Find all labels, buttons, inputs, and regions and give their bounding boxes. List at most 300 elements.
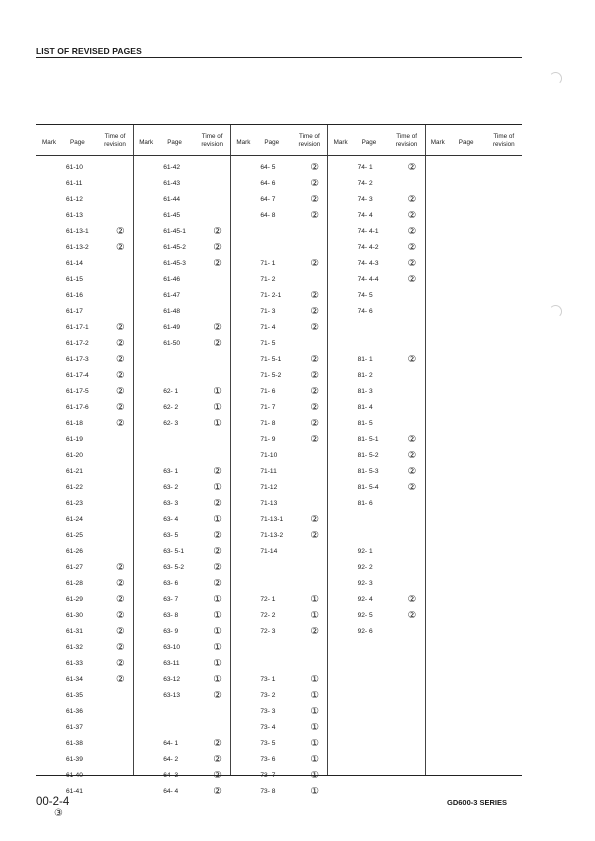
header-mark: Mark: [430, 139, 445, 146]
table-row: [230, 497, 326, 513]
revision-mark: ①: [213, 514, 222, 525]
revision-mark: ②: [310, 258, 319, 269]
table-row: [328, 449, 424, 465]
page-number: 81- 5-4: [357, 484, 379, 491]
page-number: 71- 2: [260, 276, 276, 283]
revision-mark: ②: [310, 418, 319, 429]
table-row: [133, 385, 229, 401]
page-number: 61-31: [66, 628, 83, 635]
page-number: 92- 2: [357, 564, 373, 571]
revision-mark: ②: [407, 594, 417, 605]
table-row: [230, 609, 326, 625]
revision-mark: ②: [310, 530, 319, 541]
revision-mark: ②: [407, 482, 417, 493]
table-row: [36, 449, 132, 465]
table-row: [328, 609, 424, 625]
page-number: 71- 8: [260, 420, 276, 427]
page-number: 73- 4: [260, 724, 276, 731]
table-row: [230, 721, 326, 737]
page-number: 71-13-2: [260, 532, 284, 539]
revision-mark: ②: [116, 578, 125, 589]
page-number: 71- 1: [260, 260, 276, 267]
page-number: 61-45: [163, 212, 181, 219]
table-column: [328, 125, 426, 775]
revision-mark: ②: [407, 242, 417, 253]
header-page: Page: [70, 139, 85, 146]
table-row: [133, 673, 229, 689]
table-row: [328, 305, 424, 321]
table-row: [328, 593, 424, 609]
page-number: 63- 1: [163, 468, 179, 475]
table-row: [133, 401, 229, 417]
page-number: 61-41: [66, 788, 83, 795]
page-number: 73- 3: [260, 708, 276, 715]
page-number: 61-17: [66, 308, 83, 315]
header-page: Page: [458, 139, 474, 146]
page-number: 81- 5-1: [357, 436, 379, 443]
revision-mark: ②: [213, 498, 222, 509]
page-number: 61-12: [66, 196, 83, 203]
table-row: [36, 161, 132, 177]
revision-mark: ①: [310, 610, 319, 621]
page-number: 74- 4-4: [357, 276, 379, 283]
table-row: [133, 289, 229, 305]
revision-mark: ②: [116, 674, 125, 685]
revision-mark: ②: [116, 242, 125, 253]
page-number: 61-14: [66, 260, 83, 267]
page-number: 61-17-4: [66, 372, 89, 379]
page-number: 61-10: [66, 164, 83, 171]
page-number: 74- 1: [357, 164, 373, 171]
revision-mark: ②: [310, 370, 319, 381]
table-row: [133, 513, 229, 529]
revision-mark: ②: [310, 514, 319, 525]
revision-mark: ②: [213, 226, 222, 237]
revision-mark: ②: [407, 162, 417, 173]
revision-mark: ②: [310, 210, 319, 221]
header-time-of-revision: Time of revision: [201, 133, 224, 148]
revision-mark: ②: [407, 274, 417, 285]
revision-mark: ②: [213, 338, 222, 349]
page-number: 61-15: [66, 276, 83, 283]
page-number: 61-29: [66, 596, 83, 603]
page-number: 71- 3: [260, 308, 276, 315]
revision-mark: ②: [116, 658, 125, 669]
revision-mark: ①: [213, 402, 222, 413]
page-number: 61-33: [66, 660, 83, 667]
revision-mark: ②: [213, 562, 222, 573]
table-row: [230, 465, 326, 481]
page-number: 61-45-1: [163, 228, 186, 235]
table-row: [230, 401, 326, 417]
header-page: Page: [264, 139, 280, 146]
table-row: [36, 417, 132, 433]
page-number: 71- 5-2: [260, 372, 282, 379]
revision-mark: ②: [213, 466, 222, 477]
table-row: [133, 545, 229, 561]
table-row: [133, 641, 229, 657]
table-row: [36, 177, 132, 193]
page-number: 64- 4: [163, 788, 179, 795]
page-number: 61-43: [163, 180, 181, 187]
column-header: [230, 125, 327, 156]
page-number: 81- 6: [357, 500, 373, 507]
revision-mark: ②: [213, 738, 222, 749]
revision-mark: ②: [116, 226, 125, 237]
revision-mark: ①: [213, 674, 222, 685]
table-row: [36, 689, 132, 705]
page-number: 61-24: [66, 516, 83, 523]
revision-mark: ①: [213, 594, 222, 605]
table-row: [230, 289, 326, 305]
page-number: 61-50: [163, 340, 181, 347]
page-number: 64- 5: [260, 164, 276, 171]
table-row: [36, 769, 132, 785]
table-row: [230, 545, 326, 561]
table-column: [133, 125, 231, 797]
binder-hole-mark: [549, 72, 562, 85]
page-number: 81- 5-2: [357, 452, 379, 459]
table-row: [133, 177, 229, 193]
table-row: [36, 737, 132, 753]
revision-mark: ①: [213, 482, 222, 493]
page-number: 62- 3: [163, 420, 179, 427]
page-number: 63- 5-1: [163, 548, 185, 555]
page-number: 61-40: [66, 772, 83, 779]
revision-mark: ②: [213, 546, 222, 557]
revision-mark: ①: [310, 738, 319, 749]
table-row: [230, 529, 326, 545]
page-number: 74- 4: [357, 212, 373, 219]
table-row: [133, 305, 229, 321]
page-number: 61-25: [66, 532, 83, 539]
table-row: [36, 481, 132, 497]
table-row: [133, 689, 229, 705]
revision-mark: ①: [310, 722, 319, 733]
table-row: [230, 321, 326, 337]
page-number: 61-46: [163, 276, 181, 283]
table-row: [230, 209, 326, 225]
column-header: [425, 125, 522, 156]
table-column: [36, 125, 134, 795]
header-time-of-revision: Time of revision: [298, 133, 321, 148]
table-row: [230, 737, 326, 753]
revision-mark: ②: [310, 402, 319, 413]
table-row: [133, 625, 229, 641]
table-row: [230, 193, 326, 209]
page-number: 61-13-2: [66, 244, 89, 251]
page-number: 71- 5: [260, 340, 276, 347]
page-number: 63-10: [163, 644, 181, 651]
table-row: [230, 337, 326, 353]
revision-mark: ②: [116, 594, 125, 605]
page-number: 61-44: [163, 196, 181, 203]
table-row: [230, 481, 326, 497]
table-row: [328, 497, 424, 513]
revision-mark: ①: [213, 418, 222, 429]
column-header: [36, 125, 133, 156]
table-row: [230, 257, 326, 273]
page-number: 63-11: [163, 660, 180, 667]
page-number: 73- 2: [260, 692, 276, 699]
page-number: 72- 1: [260, 596, 276, 603]
page-number: 61-34: [66, 676, 83, 683]
table-row: [36, 593, 132, 609]
page-number: 64- 8: [260, 212, 276, 219]
revision-mark: ①: [310, 706, 319, 717]
page-number: 61-32: [66, 644, 83, 651]
page-number: 81- 3: [357, 388, 373, 395]
table-row: [328, 625, 424, 641]
page-number: 73- 6: [260, 756, 276, 763]
revision-mark: ②: [310, 386, 319, 397]
page-number: 71-13: [260, 500, 278, 507]
revision-mark: ①: [310, 690, 319, 701]
table-row: [36, 465, 132, 481]
page-number: 71- 9: [260, 436, 276, 443]
table-row: [133, 273, 229, 289]
page-number: 71-14: [260, 548, 278, 555]
table-row: [36, 289, 132, 305]
table-row: [133, 241, 229, 257]
table-row: [230, 449, 326, 465]
page-number: 61-13-1: [66, 228, 89, 235]
revision-mark: ②: [310, 626, 319, 637]
page-number: 73- 1: [260, 676, 276, 683]
page-number: 61-17-6: [66, 404, 89, 411]
revision-mark: ②: [310, 306, 319, 317]
page-number: 74- 2: [357, 180, 373, 187]
revision-mark: ②: [116, 322, 125, 333]
page-number: 71-13-1: [260, 516, 284, 523]
table-row: [133, 209, 229, 225]
table-row: [230, 625, 326, 641]
table-row: [230, 273, 326, 289]
revision-mark: ②: [213, 754, 222, 765]
column-header: [328, 125, 425, 156]
table-row: [328, 289, 424, 305]
table-row: [133, 321, 229, 337]
revision-mark: ②: [310, 178, 319, 189]
table-row: [133, 593, 229, 609]
title-rule: [36, 57, 522, 58]
table-row: [230, 673, 326, 689]
page-number: 61-21: [66, 468, 83, 475]
page-number: 61-45-3: [163, 260, 186, 267]
revision-mark: ②: [310, 290, 319, 301]
table-row: [36, 305, 132, 321]
table-row: [36, 241, 132, 257]
table-row: [133, 225, 229, 241]
revision-mark: ②: [116, 338, 125, 349]
table-row: [36, 513, 132, 529]
revision-mark: ②: [310, 354, 319, 365]
table-row: [230, 593, 326, 609]
revision-mark: ②: [213, 578, 222, 589]
table-row: [328, 273, 424, 289]
page-number: 61-47: [163, 292, 181, 299]
table-row: [133, 753, 229, 769]
header-page: Page: [167, 139, 182, 146]
page-number: 61-28: [66, 580, 83, 587]
page-number: 64- 3: [163, 772, 179, 779]
table-row: [36, 721, 132, 737]
revision-mark: ②: [116, 418, 125, 429]
table-row: [36, 273, 132, 289]
table-row: [133, 609, 229, 625]
table-row: [36, 561, 132, 577]
header-mark: Mark: [42, 139, 56, 146]
page-number: 92- 6: [357, 628, 373, 635]
column-header: [133, 125, 230, 156]
page-number: 61-48: [163, 308, 181, 315]
table-row: [230, 161, 326, 177]
revision-mark: ②: [116, 354, 125, 365]
page-number: 71-10: [260, 452, 278, 459]
page-number: 61-11: [66, 180, 83, 187]
table-row: [36, 577, 132, 593]
page-number: 73- 8: [260, 788, 276, 795]
table-row: [328, 433, 424, 449]
page-number: 64- 6: [260, 180, 276, 187]
page-number: 74- 5: [357, 292, 373, 299]
revision-mark: ①: [310, 754, 319, 765]
revision-mark: ①: [310, 786, 319, 797]
revision-mark: ②: [407, 610, 417, 621]
table-row: [328, 545, 424, 561]
revision-mark: ①: [213, 386, 222, 397]
page-number: 61-37: [66, 724, 83, 731]
revision-mark: ②: [116, 610, 125, 621]
table-row: [230, 385, 326, 401]
table-row: [230, 705, 326, 721]
revision-mark: ②: [213, 530, 222, 541]
table-row: [328, 561, 424, 577]
page-number: 61-16: [66, 292, 83, 299]
revision-mark: ②: [116, 402, 125, 413]
page-number: 92- 4: [357, 596, 373, 603]
page-number: 81- 2: [357, 372, 373, 379]
page-number: 71- 4: [260, 324, 276, 331]
revision-mark: ②: [116, 386, 125, 397]
table-row: [36, 657, 132, 673]
page-number: 92- 1: [357, 548, 373, 555]
table-row: [36, 753, 132, 769]
revision-mark: ②: [213, 786, 222, 797]
table-row: [328, 225, 424, 241]
table-row: [133, 161, 229, 177]
table-row: [36, 673, 132, 689]
revision-mark: ②: [407, 434, 417, 445]
revision-mark: ②: [310, 322, 319, 333]
revision-mark: ②: [310, 194, 319, 205]
page-number: 63-13: [163, 692, 181, 699]
page-number: 63-12: [163, 676, 181, 683]
table-row: [328, 369, 424, 385]
table-row: [36, 401, 132, 417]
revision-mark: ②: [407, 354, 417, 365]
revision-mark: ②: [213, 690, 222, 701]
page-number: 71- 2-1: [260, 292, 282, 299]
page-number: 61-17-3: [66, 356, 89, 363]
table-row: [230, 785, 326, 801]
table-row: [230, 433, 326, 449]
revision-mark: ②: [407, 210, 417, 221]
page-number: 61-18: [66, 420, 83, 427]
page-number: 74- 4-2: [357, 244, 379, 251]
page-number: 61-19: [66, 436, 83, 443]
revision-mark: ②: [310, 434, 319, 445]
table-row: [36, 545, 132, 561]
revision-mark: ①: [310, 594, 319, 605]
page-number: 74- 6: [357, 308, 373, 315]
table-row: [36, 209, 132, 225]
table-row: [36, 529, 132, 545]
table-row: [328, 241, 424, 257]
table-row: [328, 257, 424, 273]
page-number: 63- 9: [163, 628, 179, 635]
page-number: 63- 7: [163, 596, 179, 603]
footer-page-number: 00-2-4: [36, 796, 70, 808]
page-number: 63- 6: [163, 580, 179, 587]
table-row: [133, 193, 229, 209]
revision-mark: ②: [116, 642, 125, 653]
table-row: [328, 401, 424, 417]
revision-mark: ①: [310, 770, 319, 781]
revision-mark: ②: [407, 258, 417, 269]
table-row: [36, 257, 132, 273]
table-row: [230, 369, 326, 385]
table-row: [36, 497, 132, 513]
revision-mark: ②: [116, 626, 125, 637]
header-rule: [36, 155, 522, 156]
page-number: 71- 6: [260, 388, 276, 395]
table-row: [328, 177, 424, 193]
page-number: 74- 3: [357, 196, 373, 203]
page-number: 64- 7: [260, 196, 276, 203]
revision-mark: ①: [213, 642, 222, 653]
table-row: [133, 497, 229, 513]
table-row: [133, 769, 229, 785]
page-number: 61-23: [66, 500, 83, 507]
page-number: 73- 7: [260, 772, 276, 779]
page-number: 61-45-2: [163, 244, 186, 251]
table-row: [36, 369, 132, 385]
page-number: 63- 4: [163, 516, 179, 523]
table-row: [230, 177, 326, 193]
page-number: 71-12: [260, 484, 278, 491]
revision-mark: ①: [213, 626, 222, 637]
revision-mark: ②: [407, 194, 417, 205]
revision-mark: ②: [213, 258, 222, 269]
page-number: 61-39: [66, 756, 83, 763]
table-row: [230, 353, 326, 369]
page-number: 61-17-5: [66, 388, 89, 395]
table-row: [328, 481, 424, 497]
page-number: 61-49: [163, 324, 181, 331]
table-row: [36, 705, 132, 721]
header-mark: Mark: [236, 139, 251, 146]
page-number: 61-17-1: [66, 324, 89, 331]
table-row: [133, 481, 229, 497]
page-number: 71-11: [260, 468, 277, 475]
page-number: 63- 2: [163, 484, 179, 491]
table-row: [328, 353, 424, 369]
page-number: 64- 1: [163, 740, 179, 747]
page-number: 61-30: [66, 612, 83, 619]
table-column: [230, 125, 328, 797]
revision-mark: ②: [407, 226, 417, 237]
